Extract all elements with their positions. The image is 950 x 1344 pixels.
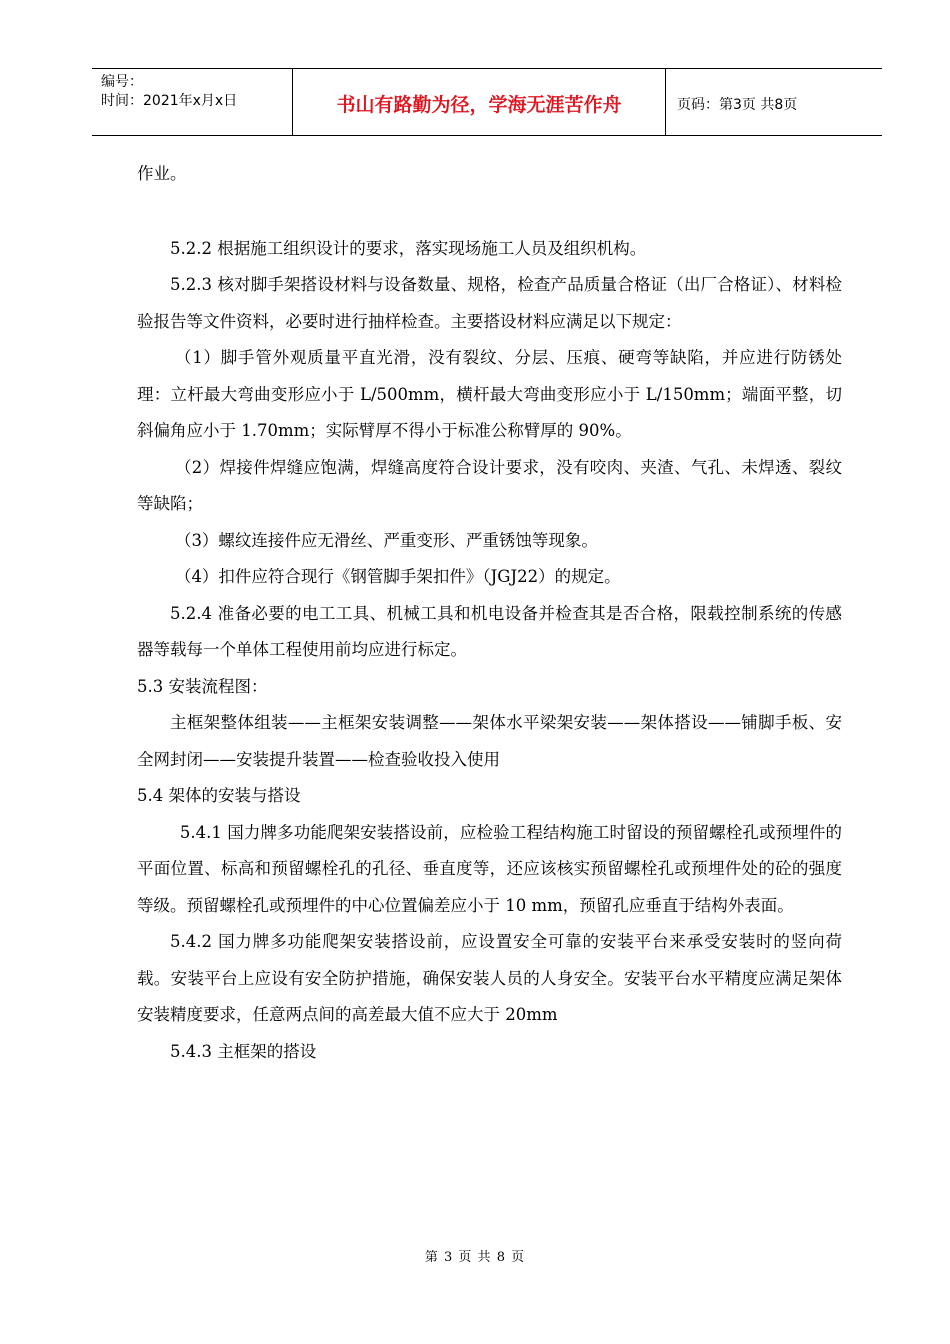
document-code-label: 编号： bbox=[101, 74, 143, 90]
paragraph-item-3: （3）螺纹连接件应无滑丝、严重变形、严重锈蚀等现象。 bbox=[174, 530, 598, 550]
heading-5-4: 5.4 架体的安装与搭设 bbox=[137, 786, 301, 805]
heading-5-3: 5.3 安装流程图： bbox=[137, 676, 268, 696]
paragraph-continuation: 作业。 bbox=[137, 164, 187, 183]
header-motto: 书山有路勤为径，学海无涯苦作舟 bbox=[293, 69, 666, 135]
paragraph-install-flow: 主框架整体组装——主框架安装调整——架体水平梁架安装——架体搭设——铺脚手板、安全网封闭——安装提升装置——检查验收投入使用 bbox=[137, 713, 842, 769]
document-time: 时间：2021年x月x日 bbox=[101, 93, 238, 109]
document-body bbox=[137, 156, 842, 1070]
paragraph-5-2-3: 5.2.3 核对脚手架搭设材料与设备数量、规格，检查产品质量合格证（出厂合格证）、材料检验报告等文件资料，必要时进行抽样检查。主要搭设材料应满足以下规定： bbox=[137, 275, 842, 331]
paragraph-item-1: （1）脚手管外观质量平直光滑，没有裂纹、分层、压痕、硬弯等缺陷，并应进行防锈处理：立杆最大弯曲变形应小于 L/500mm，横杆最大弯曲变形应小于 L/150mm；端面平整，切斜偏角应小于 1.70mm；实际臂厚不得小于标准公称臂厚的 90%。 bbox=[137, 348, 842, 440]
paragraph-5-4-2: 5.4.2 国力牌多功能爬架安装搭设前，应设置安全可靠的安装平台来承受安装时的竖向荷载。安装平台上应设有安全防护措施，确保安装人员的人身安全。安装平台水平精度应满足架体安装精度要求，任意两点间的高差最大值不应大于 20mm bbox=[137, 932, 842, 1024]
paragraph-5-2-4: 5.2.4 准备必要的电工工具、机械工具和机电设备并检查其是否合格，限载控制系统的传感器等载每一个单体工程使用前均应进行标定。 bbox=[137, 603, 842, 659]
header-meta bbox=[92, 69, 293, 135]
paragraph-5-4-1: 5.4.1 国力牌多功能爬架安装搭设前，应检验工程结构施工时留设的预留螺栓孔或预埋件的平面位置、标高和预留螺栓孔的孔径、垂直度等，还应该核实预留螺栓孔或预埋件处的砼的强度等级。预留螺栓孔或预埋件的中心位置偏差应小于 10 mm，预留孔应垂直于结构外表面。 bbox=[137, 822, 842, 915]
paragraph-5-2-2: 5.2.2 根据施工组织设计的要求，落实现场施工人员及组织机构。 bbox=[170, 238, 647, 258]
page-header bbox=[92, 68, 882, 136]
page-footer: 第 3 页 共 8 页 bbox=[424, 1250, 526, 1265]
blank-space bbox=[137, 193, 842, 231]
paragraph-item-4: （4）扣件应符合现行《钢管脚手架扣件》（JGJ22）的规定。 bbox=[174, 567, 621, 586]
paragraph-item-2: （2）焊接件焊缝应饱满，焊缝高度符合设计要求，没有咬肉、夹渣、气孔、未焊透、裂纹等缺陷； bbox=[137, 457, 842, 513]
header-page-info: 页码：第3页 共8页 bbox=[677, 97, 798, 113]
heading-5-4-3: 5.4.3 主框架的搭设 bbox=[170, 1041, 317, 1061]
